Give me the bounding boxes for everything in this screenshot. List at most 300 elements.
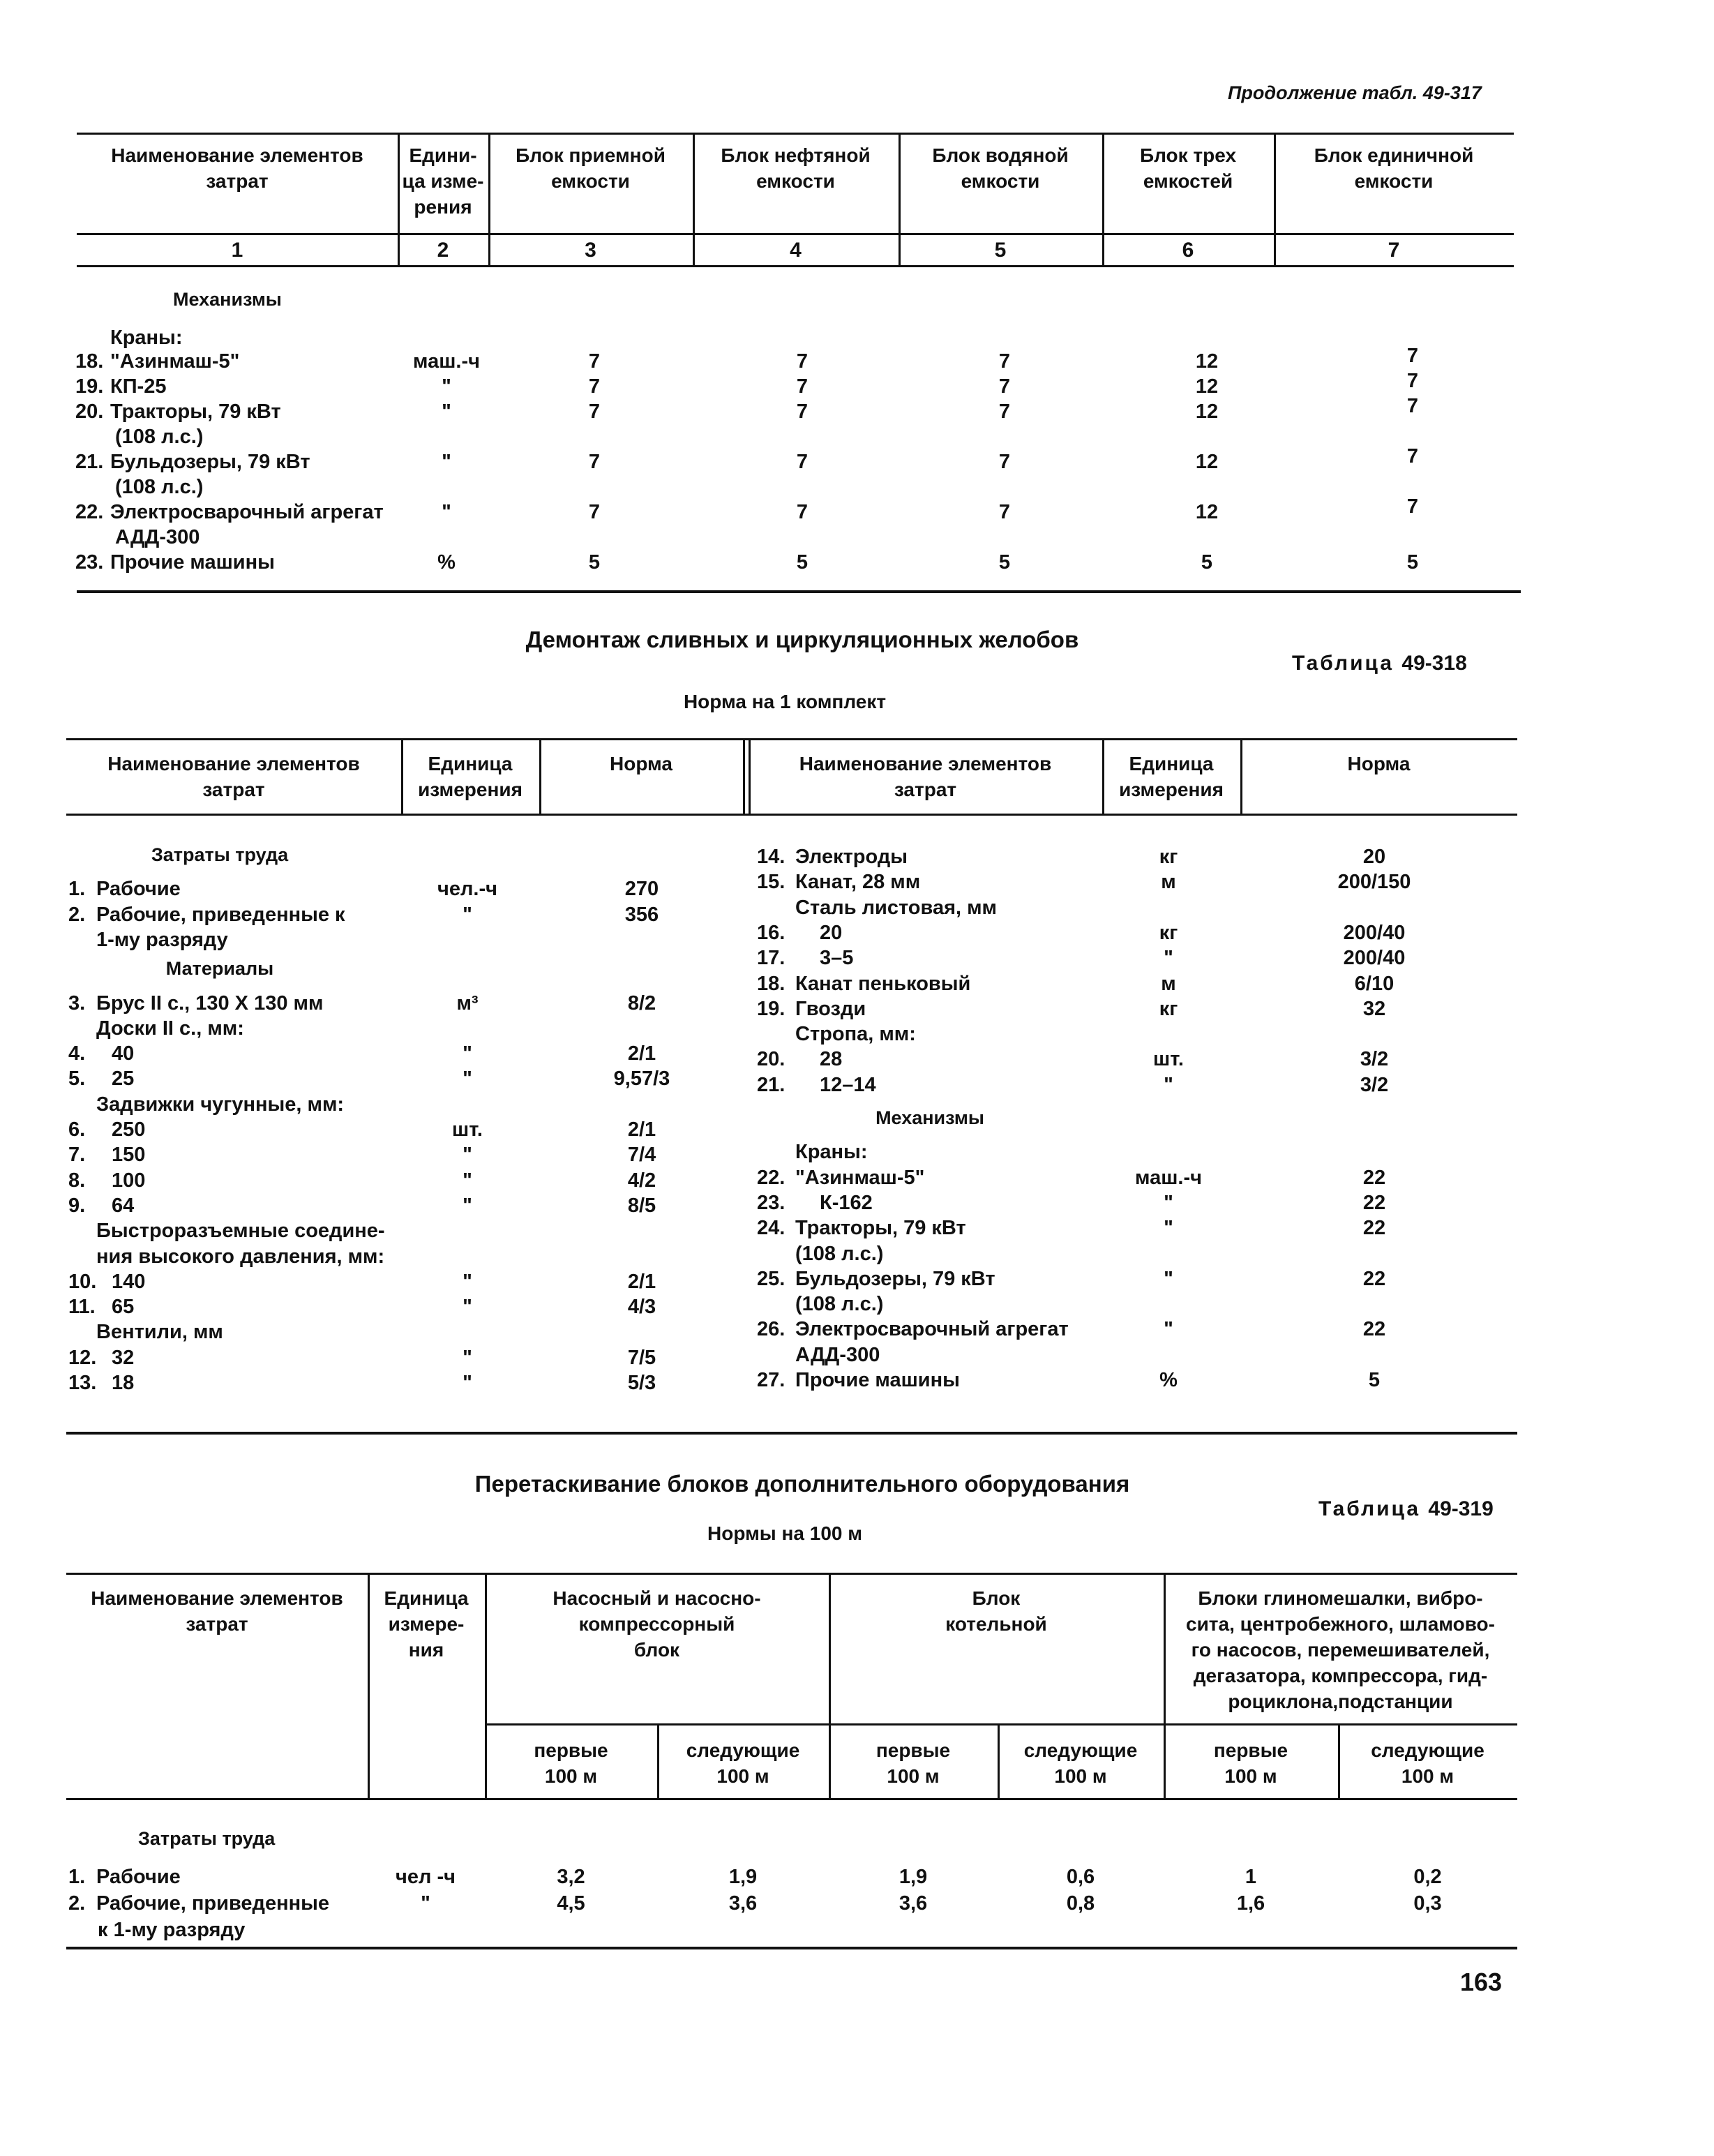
t319-row-value: 1,9 xyxy=(728,1866,758,1888)
t318-right-row-name: Электроды xyxy=(795,846,908,868)
t319-row-value: 1,9 xyxy=(899,1866,928,1888)
t317-header-line: емкостей xyxy=(1143,170,1233,192)
t318-right-row-unit: шт. xyxy=(1153,1048,1184,1071)
t318-left-column-header xyxy=(539,751,743,777)
t317-column-number: 1 xyxy=(231,239,243,262)
t318-right-row-value: 200/150 xyxy=(1337,871,1411,894)
t317-column-number: 3 xyxy=(585,239,596,262)
t319-row-unit: " xyxy=(421,1892,430,1915)
t317-row-value: 5 xyxy=(1201,551,1213,574)
t318-right-row-number: 20. xyxy=(757,1048,785,1071)
t318-right-row-value: 22 xyxy=(1362,1166,1386,1189)
t319-table-word: Таблица xyxy=(1318,1497,1421,1520)
t319-header-line: 100 м xyxy=(716,1765,769,1787)
t319-bottom-rule xyxy=(66,1947,1517,1949)
t318-right-row-number: 15. xyxy=(757,871,785,894)
t317-row-value: 12 xyxy=(1195,400,1219,423)
t318-right-text: Сталь листовая, мм xyxy=(795,896,998,919)
t318-left-row-name: 18 xyxy=(112,1372,135,1394)
t318-right-row-value: 5 xyxy=(1368,1369,1381,1391)
t318-left-row-number: 5. xyxy=(68,1068,86,1091)
t318-right-column-header xyxy=(749,751,1102,802)
t317-row-number: 18. xyxy=(75,350,104,373)
t319-header-line: 100 м xyxy=(544,1765,598,1787)
t318-right-row-name: "Азинмаш-5" xyxy=(795,1166,925,1189)
t319-section-labor: Затраты труда xyxy=(138,1828,276,1849)
t318-right-row-name: Гвозди xyxy=(795,997,866,1020)
t318-right-row-number: 26. xyxy=(757,1318,785,1341)
t317-row-value: 5 xyxy=(1406,551,1419,574)
t319-table-number: 49-319 xyxy=(1428,1497,1494,1520)
t318-right-row-unit: кг xyxy=(1159,846,1178,868)
t318-left-text: Задвижки чугунные, мм: xyxy=(96,1093,345,1116)
t318-left-row-value: 9,57/3 xyxy=(613,1068,670,1091)
t318-left-row-unit: " xyxy=(463,1042,472,1065)
t318-left-row-unit: " xyxy=(463,1372,472,1394)
t317-row-unit: % xyxy=(437,551,456,574)
t318-left-row-unit: " xyxy=(463,1346,472,1369)
t317-column-header xyxy=(693,142,899,194)
t317-row-value: 5 xyxy=(588,551,601,574)
t319-header-line: Блок xyxy=(972,1587,1021,1609)
t318-right-row-unit: " xyxy=(1164,1073,1173,1096)
t317-column-header xyxy=(1102,142,1274,194)
t318-left-text: 1-му разряду xyxy=(96,928,228,951)
t319-row-value: 3,6 xyxy=(728,1892,758,1915)
t318-left-text: Доски II с., мм: xyxy=(96,1017,244,1040)
t318-left-row-unit: " xyxy=(463,1296,472,1319)
t319-row-name: Рабочие xyxy=(96,1866,181,1888)
t318-left-row-value: 356 xyxy=(624,903,659,926)
t317-header-line: затрат xyxy=(206,170,269,192)
t318-left-row-unit: " xyxy=(463,1068,472,1091)
t318-right-text: (108 л.с.) xyxy=(795,1293,884,1316)
t319-row-value: 1 xyxy=(1245,1866,1257,1888)
t318-left-row-name: Рабочие, приведенные к xyxy=(96,903,345,926)
t319-header-subcolumn xyxy=(1338,1737,1517,1789)
t318-left-row-number: 10. xyxy=(68,1270,97,1293)
t318-left-row-number: 9. xyxy=(68,1194,86,1217)
t319-header-group xyxy=(1164,1585,1517,1714)
t318-left-row-name: 40 xyxy=(112,1042,135,1065)
t318-left-row-name: 150 xyxy=(112,1144,146,1167)
t318-left-row-name: 25 xyxy=(112,1068,135,1091)
t319-header-line: компрессорный xyxy=(578,1613,735,1635)
t317-row-unit: " xyxy=(442,451,451,473)
t318-left-column-header xyxy=(66,751,401,802)
t318-right-row-value: 6/10 xyxy=(1354,972,1394,995)
t317-header-line: рения xyxy=(414,196,472,218)
t318-right-row-value: 22 xyxy=(1362,1191,1386,1214)
t317-row-value: 7 xyxy=(998,501,1011,523)
t318-header-rule xyxy=(66,814,1517,816)
t318-left-row-name: 100 xyxy=(112,1169,146,1192)
t317-header-line: Блок приемной xyxy=(516,144,666,166)
t317-row-value: 7 xyxy=(796,400,809,423)
t319-header-line: затрат xyxy=(186,1613,248,1635)
t318-left-text: Вентили, мм xyxy=(96,1321,223,1344)
t318-top-rule xyxy=(66,738,1517,740)
t318-right-row-name: Канат пеньковый xyxy=(795,972,971,995)
t319-row-value: 0,2 xyxy=(1413,1866,1442,1888)
t318-left-row-value: 8/2 xyxy=(627,991,656,1015)
t318-header-line: затрат xyxy=(894,779,957,800)
t319-row-value: 4,5 xyxy=(557,1892,585,1915)
t318-left-row-value: 7/5 xyxy=(627,1346,656,1369)
t317-row-value: 7 xyxy=(1406,395,1419,417)
t317-row-name: (108 л.с.) xyxy=(115,426,204,448)
t318-left-row-value: 270 xyxy=(624,878,659,901)
t318-left-row-value: 5/3 xyxy=(627,1372,656,1394)
t318-right-text: Краны: xyxy=(795,1141,868,1164)
t319-header-line: сита, центробежного, шламово- xyxy=(1186,1613,1495,1635)
t319-header-subcolumn xyxy=(485,1737,657,1789)
t319-header-line: 100 м xyxy=(887,1765,940,1787)
continuation-label: Продолжение табл. 49-317 xyxy=(1228,82,1482,103)
t319-header-unit xyxy=(368,1585,485,1663)
t318-right-row-name: 12–14 xyxy=(820,1073,876,1096)
t318-right-row-value: 32 xyxy=(1362,997,1386,1020)
t319-header-rule xyxy=(66,1798,1517,1800)
t317-bottom-rule xyxy=(77,590,1521,593)
t318-right-row-name: Электросварочный агрегат xyxy=(795,1318,1069,1341)
t318-left-row-number: 4. xyxy=(68,1042,86,1065)
t318-right-row-name: 28 xyxy=(820,1048,843,1071)
t317-row-value: 12 xyxy=(1195,375,1219,398)
t319-header-line: го насосов, перемешивателей, xyxy=(1191,1639,1490,1661)
t317-row-value: 7 xyxy=(1406,445,1419,467)
t317-row-value: 7 xyxy=(588,501,601,523)
t317-column-header xyxy=(488,142,693,194)
t317-row-value: 5 xyxy=(998,551,1011,574)
t317-row-number: 19. xyxy=(75,375,104,398)
t318-left-row-value: 2/1 xyxy=(627,1042,656,1065)
t318-right-row-number: 16. xyxy=(757,921,785,944)
t318-right-row-number: 25. xyxy=(757,1267,785,1290)
t317-header-line: Наименование элементов xyxy=(111,144,363,166)
t317-row-number: 21. xyxy=(75,451,104,473)
t317-top-rule xyxy=(77,133,1514,135)
t319-header-line: Блоки глиномешалки, вибро- xyxy=(1198,1587,1483,1609)
t318-right-row-number: 24. xyxy=(757,1217,785,1240)
t318-header-line: Наименование элементов xyxy=(107,753,360,774)
t319-row-value: 3,2 xyxy=(557,1866,585,1888)
t319-title: Перетаскивание блоков дополнительного оборудования xyxy=(474,1471,1130,1497)
t319-header-subcolumn xyxy=(998,1737,1164,1789)
t319-header-line: 100 м xyxy=(1401,1765,1454,1787)
t317-column-header xyxy=(398,142,488,220)
t318-left-row-name: 32 xyxy=(112,1346,135,1369)
t317-header-line: Блок водяной xyxy=(932,144,1069,166)
t319-row-value: 1,6 xyxy=(1236,1892,1265,1915)
t318-header-line: измерения xyxy=(418,779,523,800)
t317-header-line: емкости xyxy=(551,170,630,192)
t318-left-text: Быстроразъемные соедине- xyxy=(96,1220,385,1243)
t318-left-row-unit: шт. xyxy=(452,1118,483,1141)
t318-right-column-header xyxy=(1102,751,1240,802)
t318-table-word: Таблица xyxy=(1292,652,1394,675)
t318-right-row-unit: маш.-ч xyxy=(1135,1166,1202,1189)
t318-right-row-unit: " xyxy=(1164,1217,1173,1240)
t318-left-row-name: Брус II с., 130 X 130 мм xyxy=(96,991,324,1015)
t318-title: Демонтаж сливных и циркуляционных желобов xyxy=(525,627,1079,652)
t317-row-value: 12 xyxy=(1195,451,1219,473)
t319-header-subcolumn xyxy=(829,1737,998,1789)
t319-row-unit: чел -ч xyxy=(396,1866,456,1888)
t317-row-name: (108 л.с.) xyxy=(115,476,204,498)
t318-right-row-value: 22 xyxy=(1362,1217,1386,1240)
t317-column-header xyxy=(77,142,398,194)
t318-right-row-name: Тракторы, 79 кВт xyxy=(795,1217,966,1240)
t317-header-line: Блок нефтяной xyxy=(721,144,871,166)
t318-left-row-value: 4/3 xyxy=(627,1296,656,1319)
t317-row-value: 7 xyxy=(796,451,809,473)
t318-left-row-number: 8. xyxy=(68,1169,86,1192)
t319-header-line: блок xyxy=(633,1639,680,1661)
t318-left-section: Материалы xyxy=(165,958,274,980)
t317-row-unit: маш.-ч xyxy=(413,350,480,373)
page-number: 163 xyxy=(1460,1968,1503,1996)
t319-row-value: 3,6 xyxy=(899,1892,928,1915)
t318-right-section: Механизмы xyxy=(875,1107,984,1128)
t319-row-value: 0,3 xyxy=(1413,1892,1442,1915)
t317-row-name: Бульдозеры, 79 кВт xyxy=(110,451,310,473)
t318-left-row-unit: м³ xyxy=(456,991,479,1015)
t317-row-unit: " xyxy=(442,501,451,523)
t317-group-cranes: Краны: xyxy=(110,327,183,349)
t317-row-value: 7 xyxy=(796,350,809,373)
t318-header-line: Наименование элементов xyxy=(799,753,1052,774)
t317-row-value: 7 xyxy=(588,350,601,373)
t319-row-number: 2. xyxy=(68,1892,86,1915)
t318-left-row-number: 12. xyxy=(68,1346,97,1369)
t319-header-line: следующие xyxy=(686,1739,800,1761)
t318-right-row-name: 20 xyxy=(820,921,843,944)
t318-left-section: Затраты труда xyxy=(151,844,289,865)
t318-right-row-number: 19. xyxy=(757,997,785,1020)
t317-row-value: 7 xyxy=(998,350,1011,373)
t317-row-value: 12 xyxy=(1195,501,1219,523)
t319-table-label xyxy=(1318,1497,1494,1521)
t318-header-line: измерения xyxy=(1119,779,1224,800)
t317-column-number: 7 xyxy=(1388,239,1400,262)
t319-row-name: к 1-му разряду xyxy=(98,1919,246,1941)
t317-header-line: емкости xyxy=(756,170,835,192)
t318-left-column-header xyxy=(401,751,539,802)
t319-header-line: измере- xyxy=(388,1613,465,1635)
t318-right-row-number: 23. xyxy=(757,1191,785,1214)
t318-right-row-value: 200/40 xyxy=(1343,921,1406,944)
t317-column-number: 4 xyxy=(790,239,802,262)
t318-left-row-name: Рабочие xyxy=(96,878,181,901)
t318-right-row-value: 3/2 xyxy=(1360,1048,1389,1071)
t319-header-group xyxy=(485,1585,829,1663)
t318-table-number: 49-318 xyxy=(1401,652,1467,675)
t318-right-row-name: 3–5 xyxy=(820,947,854,970)
t317-row-unit: " xyxy=(442,400,451,423)
t319-header-line: ния xyxy=(408,1639,444,1661)
t317-column-number: 6 xyxy=(1182,239,1194,262)
t319-header-subcolumn xyxy=(657,1737,829,1789)
t319-row-value: 0,6 xyxy=(1066,1866,1095,1888)
t318-header-line: Норма xyxy=(1347,753,1411,774)
t319-header-line: Насосный и насосно- xyxy=(552,1587,761,1609)
t318-right-row-unit: " xyxy=(1164,1318,1173,1341)
t318-header-line: Норма xyxy=(610,753,672,774)
t317-column-header xyxy=(1274,142,1514,194)
t317-row-unit: " xyxy=(442,375,451,398)
t318-left-row-number: 2. xyxy=(68,903,86,926)
t319-header-line: котельной xyxy=(945,1613,1047,1635)
t317-row-value: 7 xyxy=(1406,495,1419,518)
t319-header-group xyxy=(829,1585,1164,1637)
t318-right-row-value: 3/2 xyxy=(1360,1073,1389,1096)
t319-norm: Нормы на 100 м xyxy=(707,1522,862,1544)
t318-right-row-unit: м xyxy=(1161,972,1176,995)
t318-right-text: (108 л.с.) xyxy=(795,1242,884,1265)
t318-left-row-value: 7/4 xyxy=(627,1144,656,1167)
t318-right-row-unit: кг xyxy=(1159,997,1178,1020)
t318-right-row-value: 200/40 xyxy=(1343,947,1406,970)
t317-row-value: 12 xyxy=(1195,350,1219,373)
t317-row-value: 7 xyxy=(588,375,601,398)
t319-header-line: роциклона,подстанции xyxy=(1228,1691,1453,1712)
t319-header-line: Единица xyxy=(384,1587,469,1609)
t317-header-line: емкости xyxy=(961,170,1040,192)
t318-table-label xyxy=(1292,652,1467,675)
t317-column-number: 2 xyxy=(437,239,449,262)
t318-bottom-rule xyxy=(66,1432,1517,1435)
t318-left-row-value: 2/1 xyxy=(627,1270,656,1293)
t317-row-value: 7 xyxy=(998,451,1011,473)
t317-row-value: 5 xyxy=(796,551,809,574)
t319-header-line: следующие xyxy=(1371,1739,1484,1761)
t317-row-value: 7 xyxy=(588,451,601,473)
t318-right-row-name: Канат, 28 мм xyxy=(795,871,921,894)
t318-left-row-unit: " xyxy=(463,1144,472,1167)
t317-row-number: 23. xyxy=(75,551,104,574)
t318-right-row-name: К-162 xyxy=(820,1191,873,1214)
t318-right-row-name: Прочие машины xyxy=(795,1369,960,1391)
t317-row-name: Прочие машины xyxy=(110,551,275,574)
t317-row-name: Электросварочный агрегат xyxy=(110,501,384,523)
t318-left-row-number: 1. xyxy=(68,878,86,901)
t319-row-value: 0,8 xyxy=(1066,1892,1095,1915)
t318-right-row-number: 17. xyxy=(757,947,785,970)
t318-right-row-unit: м xyxy=(1161,871,1176,894)
t318-right-row-unit: кг xyxy=(1159,921,1178,944)
t317-row-value: 7 xyxy=(998,400,1011,423)
t319-header-subcolumn xyxy=(1164,1737,1338,1789)
t319-top-rule xyxy=(66,1573,1517,1575)
t317-colnum-rule xyxy=(77,265,1514,267)
t319-row-name: Рабочие, приведенные xyxy=(96,1892,329,1915)
t319-header-line: первые xyxy=(1213,1739,1288,1761)
t317-row-value: 7 xyxy=(588,400,601,423)
t318-right-row-number: 21. xyxy=(757,1073,785,1096)
t317-column-header xyxy=(899,142,1102,194)
t318-left-row-number: 13. xyxy=(68,1372,97,1394)
t319-header-line: Наименование элементов xyxy=(91,1587,343,1609)
t317-section-mechanisms: Механизмы xyxy=(173,289,282,310)
t318-right-row-unit: " xyxy=(1164,1191,1173,1214)
t317-row-value: 7 xyxy=(796,375,809,398)
t318-right-row-value: 22 xyxy=(1362,1318,1386,1341)
t318-right-row-value: 22 xyxy=(1362,1267,1386,1290)
t319-header-line: 100 м xyxy=(1054,1765,1107,1787)
t317-header-line: ца изме- xyxy=(402,170,484,192)
t318-left-row-value: 2/1 xyxy=(627,1118,656,1141)
t318-left-row-name: 65 xyxy=(112,1296,135,1319)
t318-left-text: ния высокого давления, мм: xyxy=(96,1245,385,1268)
t318-norm: Норма на 1 комплект xyxy=(683,691,887,712)
t319-header-line: 100 м xyxy=(1224,1765,1277,1787)
t318-right-row-unit: " xyxy=(1164,947,1173,970)
t318-left-row-unit: чел.-ч xyxy=(437,878,497,901)
t319-header-line: первые xyxy=(875,1739,951,1761)
t318-right-row-number: 27. xyxy=(757,1369,785,1391)
t318-right-text: АДД-300 xyxy=(795,1343,880,1366)
t317-row-number: 20. xyxy=(75,400,104,423)
t318-left-row-unit: " xyxy=(463,1270,472,1293)
t317-row-name: "Азинмаш-5" xyxy=(110,350,240,373)
t318-left-row-number: 6. xyxy=(68,1118,86,1141)
t317-header-line: Блок трех xyxy=(1139,144,1237,166)
t318-left-row-unit: " xyxy=(463,1194,472,1217)
t319-row-number: 1. xyxy=(68,1866,86,1888)
t318-header-line: Единица xyxy=(1129,753,1214,774)
t317-row-value: 7 xyxy=(1406,370,1419,392)
t319-header-name xyxy=(66,1585,368,1637)
t317-row-value: 7 xyxy=(998,375,1011,398)
t317-header-line: Едини- xyxy=(409,144,477,166)
t319-subheader-rule xyxy=(485,1723,1517,1725)
t317-header-line: Блок единичной xyxy=(1314,144,1474,166)
t319-header-line: первые xyxy=(534,1739,608,1761)
t318-right-row-number: 18. xyxy=(757,972,785,995)
t318-right-column-header xyxy=(1240,751,1517,777)
t318-header-line: затрат xyxy=(202,779,265,800)
t318-left-row-name: 250 xyxy=(112,1118,146,1141)
t317-row-name: Тракторы, 79 кВт xyxy=(110,400,281,423)
t318-left-row-value: 4/2 xyxy=(627,1169,656,1192)
t318-left-row-number: 7. xyxy=(68,1144,86,1167)
t318-left-row-unit: " xyxy=(463,903,472,926)
t318-left-row-name: 140 xyxy=(112,1270,146,1293)
t318-left-row-number: 11. xyxy=(68,1296,96,1319)
t318-right-row-unit: % xyxy=(1159,1369,1178,1391)
t318-right-row-number: 14. xyxy=(757,846,785,868)
t318-left-row-unit: " xyxy=(463,1169,472,1192)
t318-right-row-value: 20 xyxy=(1362,846,1386,868)
t319-header-line: дегазатора, компрессора, гид- xyxy=(1193,1665,1488,1686)
t318-right-text: Стропа, мм: xyxy=(795,1023,916,1046)
t317-row-name: АДД-300 xyxy=(115,526,200,548)
t319-header-line: следующие xyxy=(1023,1739,1138,1761)
t318-right-row-name: Бульдозеры, 79 кВт xyxy=(795,1267,995,1290)
t318-left-row-number: 3. xyxy=(68,991,86,1015)
t317-column-number: 5 xyxy=(994,239,1007,262)
t318-header-line: Единица xyxy=(428,753,513,774)
t317-row-name: КП-25 xyxy=(110,375,167,398)
t317-header-rule xyxy=(77,233,1514,235)
t317-header-line: емкости xyxy=(1354,170,1434,192)
t317-row-value: 7 xyxy=(1406,345,1419,367)
t318-left-row-name: 64 xyxy=(112,1194,135,1217)
t318-right-row-number: 22. xyxy=(757,1166,785,1189)
t318-left-row-value: 8/5 xyxy=(627,1194,656,1217)
t318-right-row-unit: " xyxy=(1164,1267,1173,1290)
